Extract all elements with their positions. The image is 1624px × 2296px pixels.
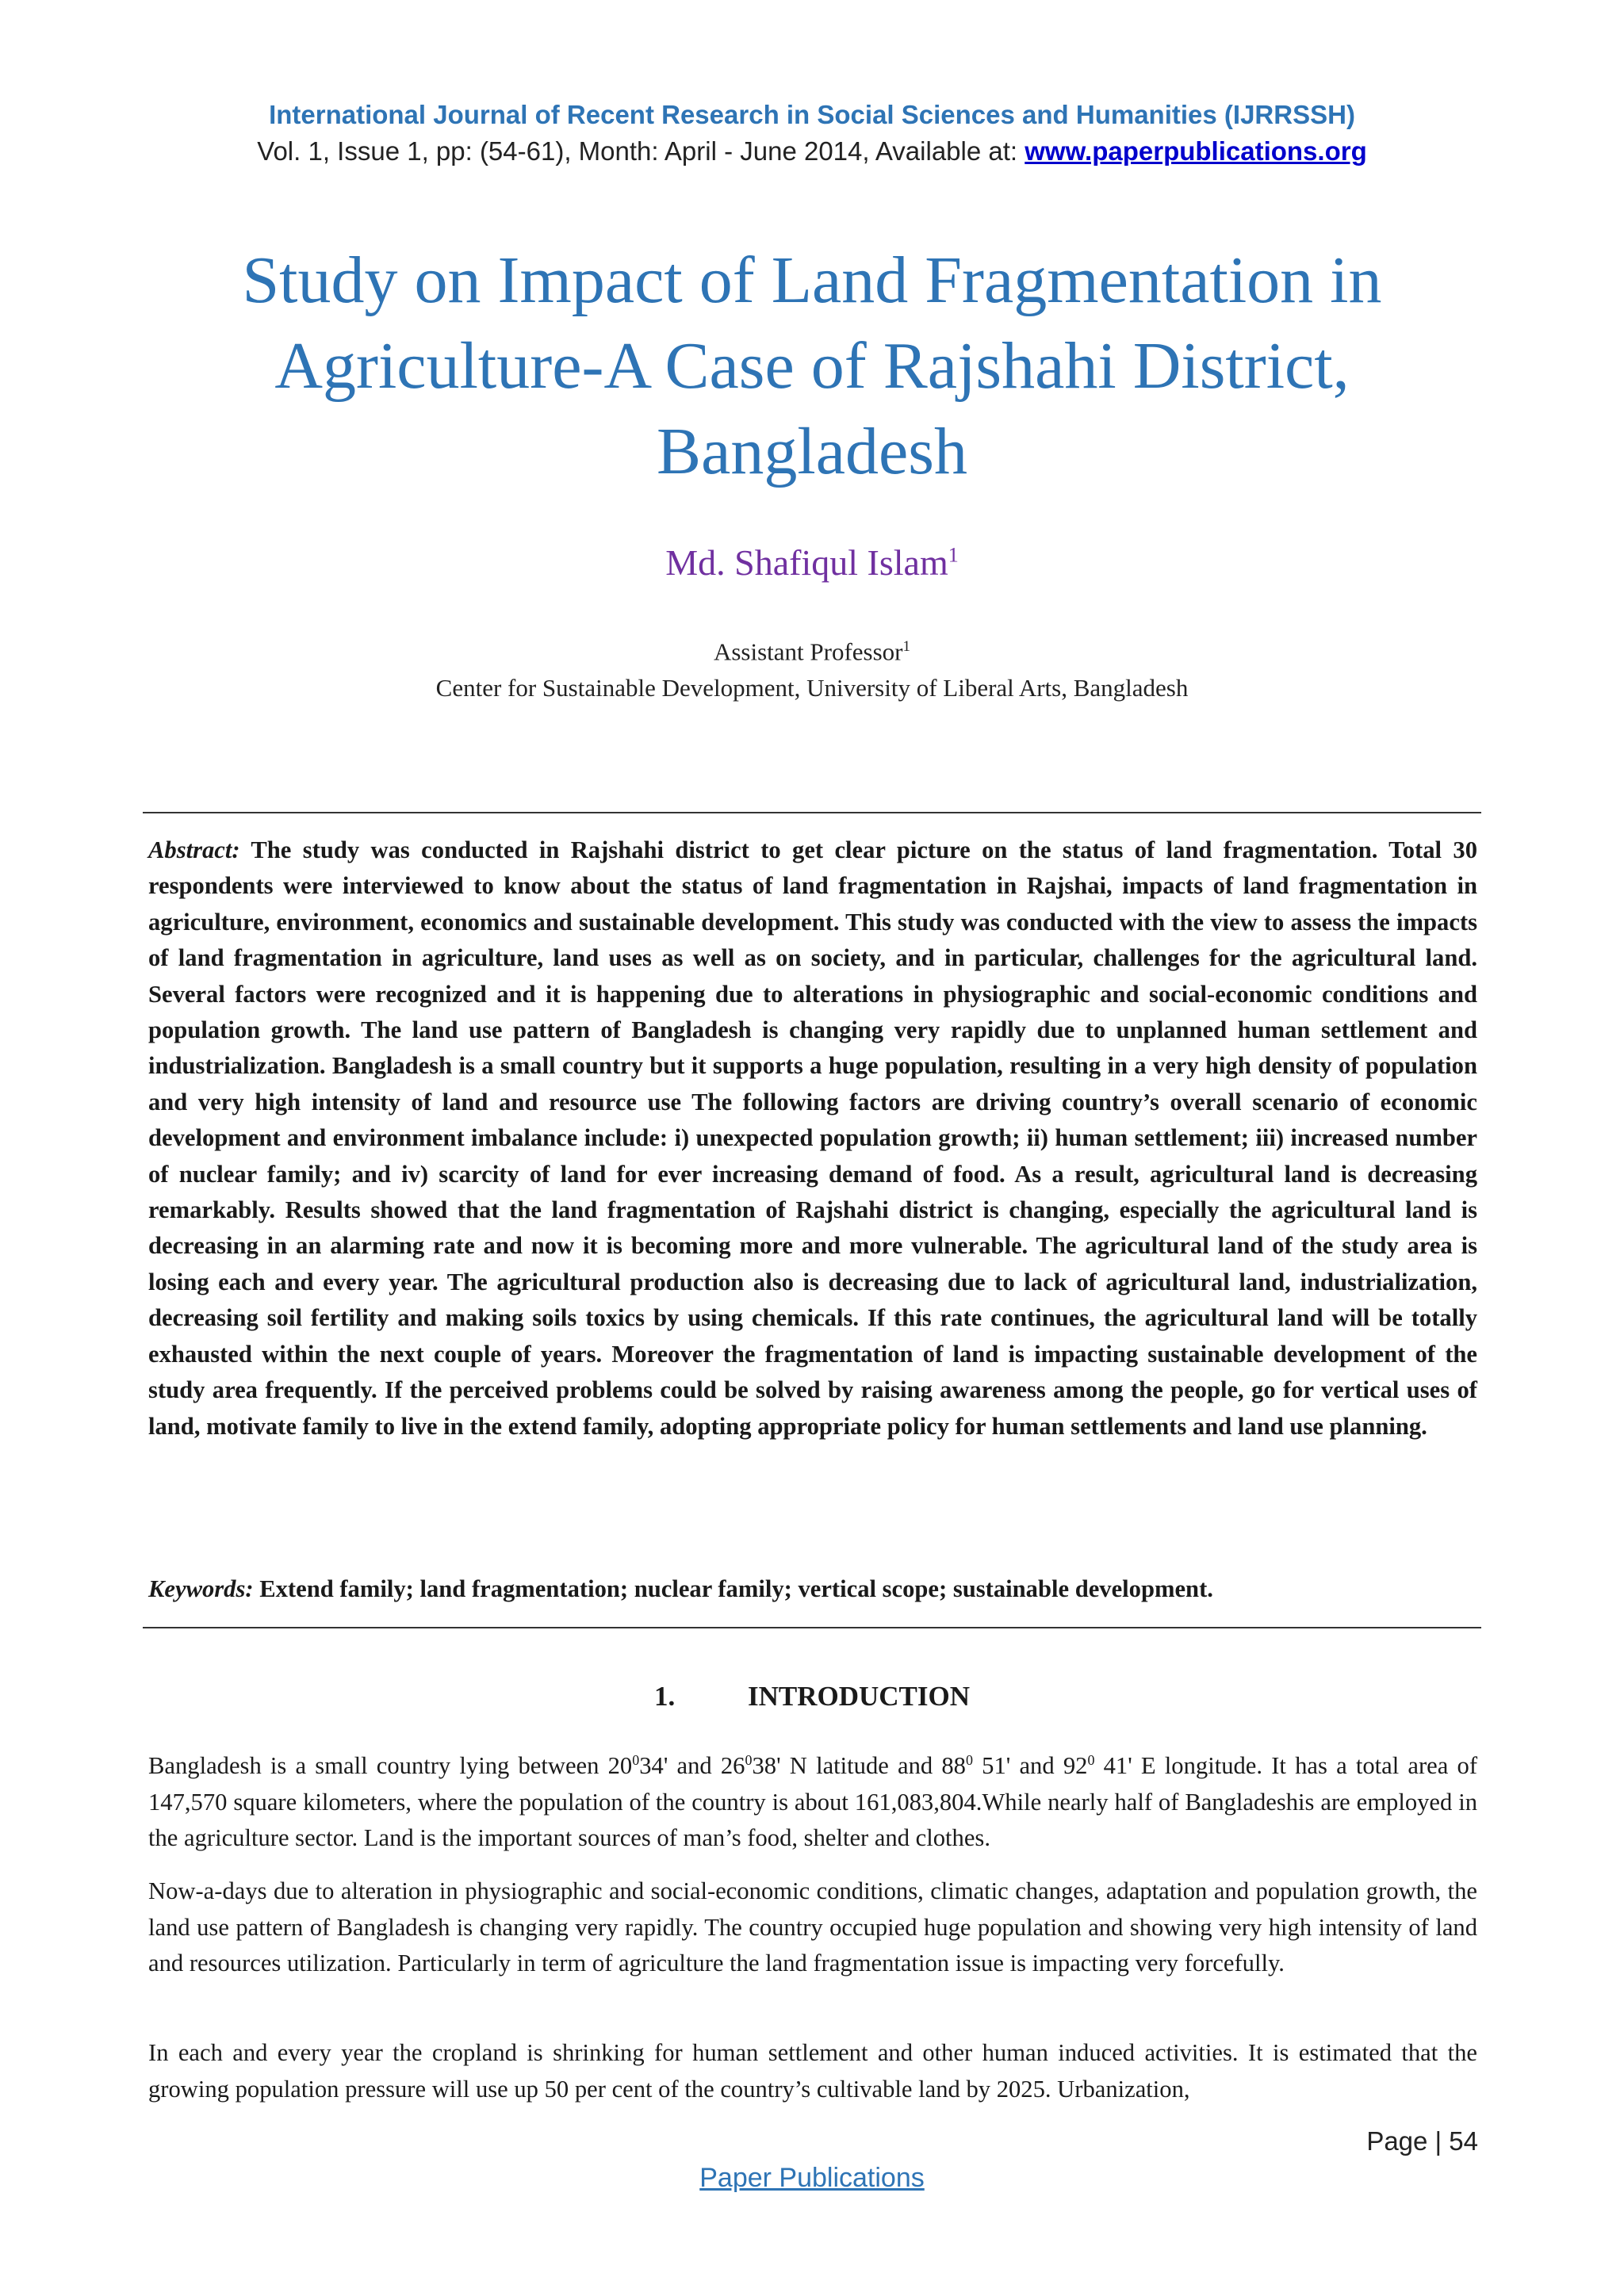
intro-paragraph-3: In each and every year the cropland is shrinking for human settlement and other human induced activities. It is estimated that the growing population pressure will use up 50 per cent of the country’s cultivable land by 2025. Urbanization, — [148, 2039, 1477, 2103]
affiliation — [0, 629, 1624, 706]
p1-text-e: 41' E longitude. It has a total area of 147,570 square kilometers, where the population of the country is about 161,083,804.While nearly half of Bangladeshis are employed in the agriculture sector. Land is the important sources of man’s food, shelter and clothes. — [148, 1752, 1478, 1852]
journal-website-link[interactable]: www.paperpublications.org — [1025, 136, 1367, 166]
author — [0, 541, 1624, 584]
title-line-1: Study on Impact of Land Fragmentation in — [242, 243, 1382, 317]
p1-text-c: 38' N latitude and 88 — [752, 1752, 966, 1779]
degree-mark: 0 — [745, 1751, 753, 1768]
title-line-2: Agriculture-A Case of Rajshahi District, — [274, 329, 1350, 403]
intro-paragraph-1 — [148, 1748, 1477, 1857]
keywords — [148, 1571, 1477, 1607]
position-marker: 1 — [902, 638, 911, 655]
author-name: Md. Shafiqul Islam — [665, 542, 948, 583]
author-position-line — [0, 629, 1624, 670]
abstract-label: Abstract: — [148, 836, 240, 863]
author-institution: Center for Sustainable Development, University of Liberal Arts, Bangladesh — [435, 674, 1189, 702]
issue-info-text: Vol. 1, Issue 1, pp: (54-61), Month: April - June 2014, Available at: — [257, 136, 1025, 166]
abstract-top-rule — [143, 812, 1481, 813]
abstract-bottom-rule — [143, 1627, 1481, 1628]
p1-text-d: 51' and 92 — [972, 1752, 1088, 1779]
publisher-link[interactable]: Paper Publications — [699, 2163, 925, 2193]
author-marker: 1 — [948, 543, 959, 567]
journal-name: International Journal of Recent Research in Social Sciences and Humanities (IJRRSSH) — [269, 100, 1355, 129]
publisher-footer — [0, 2163, 1624, 2194]
section-title: INTRODUCTION — [747, 1681, 971, 1712]
page-number: Page | 54 — [1366, 2126, 1478, 2156]
author-position: Assistant Professor — [713, 637, 903, 666]
issue-info — [0, 133, 1624, 170]
intro-paragraph-2: Now-a-days due to alteration in physiographic and social-economic conditions, climatic changes, adaptation and population growth, the land use pattern of Bangladesh is changing very rapidly. The country occupied huge population and showing very high intensity of land and resources utilization. Particularly in term of agriculture the land fragmentation issue is impacting very forcefully. — [148, 1877, 1477, 1977]
journal-header — [0, 97, 1624, 170]
degree-mark: 0 — [1087, 1751, 1095, 1768]
section-number: 1. — [653, 1681, 676, 1712]
degree-mark: 0 — [632, 1751, 640, 1768]
title-line-3: Bangladesh — [657, 415, 967, 488]
abstract-text: The study was conducted in Rajshahi district to get clear picture on the status of land fragmentation. Total 30 respondents were interviewed to know about the status of land fragmentation in Rajshai, impacts of land fragmentation in agriculture, environment, economics and sustainable development. This study was conducted with the view to assess the impacts of land fragmentation in agriculture, land uses as well as on society, and in particular, challenges for the agricultural land. Several factors were recognized and it is happening due to alterations in physiographic and social-economic conditions and population growth. The land use pattern of Bangladesh is changing very rapidly due to unplanned human settlement and industrialization. Bangladesh is a small country but it supports a huge population, resulting in a very high density of population and very high intensity of land and resource use The following factors are driving country’s overall scenario of economic development and environment imbalance include: i) unexpected population growth; ii) human settlement; iii) increased number of nuclear family; and iv) scarcity of land for ever increasing demand of food. As a result, agricultural land is decreasing remarkably. Results showed that the land fragmentation of Rajshahi district is changing, especially the agricultural land is decreasing in an alarming rate and now it is becoming more and more vulnerable. The agricultural land of the study area is losing each and every year. The agricultural production also is decreasing due to lack of agricultural land, industrialization, decreasing soil fertility and making soils toxics by using chemicals. If this rate continues, the agricultural land will be totally exhausted within the next couple of years. Moreover the fragmentation of land is impacting sustainable development of the study area frequently. If the perceived problems could be solved by raising awareness among the people, go for vertical uses of land, motivate family to live in the extend family, adopting appropriate policy for human settlements and land use planning. — [148, 836, 1477, 1440]
abstract — [148, 832, 1477, 1445]
keywords-label: Keywords: — [148, 1575, 254, 1602]
keywords-text: Extend family; land fragmentation; nuclear family; vertical scope; sustainable development. — [253, 1575, 1213, 1602]
paper-title — [143, 238, 1481, 495]
p1-text-a: Bangladesh is a small country lying between 20 — [148, 1752, 633, 1779]
degree-mark: 0 — [965, 1751, 973, 1768]
section-heading — [0, 1681, 1624, 1712]
p1-text-b: 34' and 26 — [639, 1752, 745, 1779]
